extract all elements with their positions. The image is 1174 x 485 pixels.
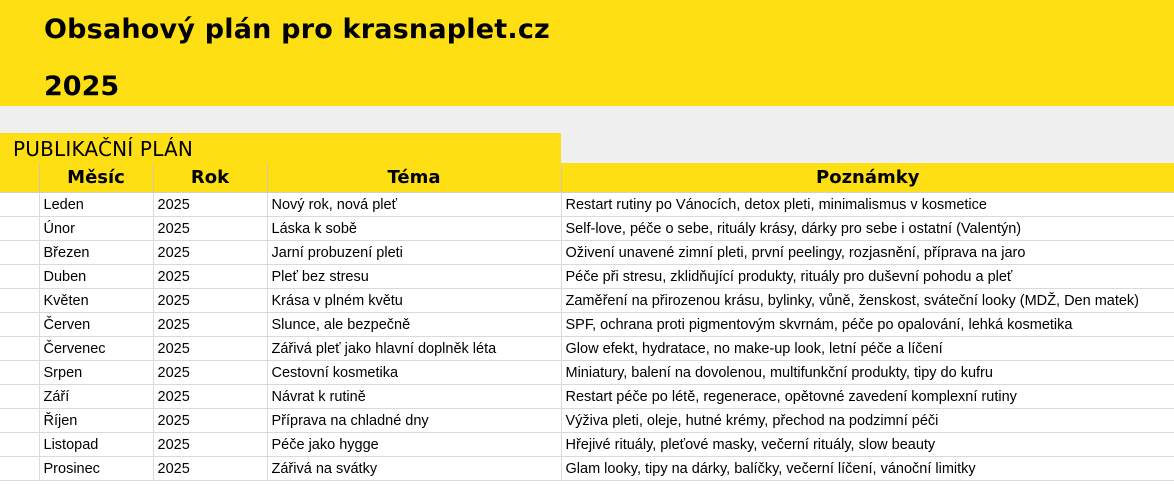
- month-cell[interactable]: Červenec: [39, 337, 153, 361]
- topic-cell[interactable]: Péče jako hygge: [267, 433, 561, 457]
- table-row: [0, 385, 1174, 409]
- topic-cell[interactable]: Zářivá pleť jako hlavní doplněk léta: [267, 337, 561, 361]
- topic-cell[interactable]: Zářivá na svátky: [267, 457, 561, 481]
- table-row: [0, 217, 1174, 241]
- notes-cell[interactable]: Péče při stresu, zklidňující produkty, rituály pro duševní pohodu a pleť: [561, 265, 1174, 289]
- topic-cell[interactable]: Příprava na chladné dny: [267, 409, 561, 433]
- year-cell[interactable]: 2025: [153, 217, 267, 241]
- row-blank-cell[interactable]: [0, 217, 39, 241]
- month-cell[interactable]: Listopad: [39, 433, 153, 457]
- month-cell[interactable]: Únor: [39, 217, 153, 241]
- year-cell[interactable]: 2025: [153, 433, 267, 457]
- year-cell[interactable]: 2025: [153, 457, 267, 481]
- row-blank-cell[interactable]: [0, 265, 39, 289]
- month-cell[interactable]: Březen: [39, 241, 153, 265]
- row-blank-cell[interactable]: [0, 337, 39, 361]
- row-blank-cell[interactable]: [0, 193, 39, 217]
- notes-cell[interactable]: Miniatury, balení na dovolenou, multifunkční produkty, tipy do kufru: [561, 361, 1174, 385]
- topic-cell[interactable]: Pleť bez stresu: [267, 265, 561, 289]
- row-blank-cell[interactable]: [0, 457, 39, 481]
- notes-cell[interactable]: Glow efekt, hydratace, no make-up look, letní péče a líčení: [561, 337, 1174, 361]
- year-cell[interactable]: 2025: [153, 193, 267, 217]
- year-cell[interactable]: 2025: [153, 409, 267, 433]
- year-cell[interactable]: 2025: [153, 337, 267, 361]
- year-cell[interactable]: 2025: [153, 385, 267, 409]
- notes-cell[interactable]: Oživení unavené zimní pleti, první peelingy, rozjasnění, příprava na jaro: [561, 241, 1174, 265]
- section-banner-filler: [561, 133, 1174, 163]
- table-row: [0, 433, 1174, 457]
- month-cell[interactable]: Duben: [39, 265, 153, 289]
- topic-cell[interactable]: Jarní probuzení pleti: [267, 241, 561, 265]
- header-spacer: [0, 106, 1174, 133]
- table-row: [0, 313, 1174, 337]
- topic-cell[interactable]: Nový rok, nová pleť: [267, 193, 561, 217]
- table-row: [0, 289, 1174, 313]
- table-row: [0, 337, 1174, 361]
- row-blank-cell[interactable]: [0, 313, 39, 337]
- month-cell[interactable]: Červen: [39, 313, 153, 337]
- document-title: Obsahový plán pro krasnaplet.cz: [44, 14, 550, 45]
- month-cell[interactable]: Září: [39, 385, 153, 409]
- notes-cell[interactable]: Zaměření na přirozenou krásu, bylinky, vůně, ženskost, sváteční looky (MDŽ, Den matek): [561, 289, 1174, 313]
- row-blank-cell[interactable]: [0, 289, 39, 313]
- row-blank-cell[interactable]: [0, 361, 39, 385]
- notes-cell[interactable]: Glam looky, tipy na dárky, balíčky, večerní líčení, vánoční limitky: [561, 457, 1174, 481]
- notes-cell[interactable]: Restart péče po létě, regenerace, opětovné zavedení komplexní rutiny: [561, 385, 1174, 409]
- topic-cell[interactable]: Návrat k rutině: [267, 385, 561, 409]
- table-row: [0, 241, 1174, 265]
- notes-cell[interactable]: Self-love, péče o sebe, rituály krásy, dárky pro sebe i ostatní (Valentýn): [561, 217, 1174, 241]
- row-blank-cell[interactable]: [0, 241, 39, 265]
- year-cell[interactable]: 2025: [153, 241, 267, 265]
- topic-cell[interactable]: Krása v plném květu: [267, 289, 561, 313]
- section-title: PUBLIKAČNÍ PLÁN: [13, 137, 194, 161]
- year-cell[interactable]: 2025: [153, 313, 267, 337]
- table-row: [0, 457, 1174, 481]
- row-blank-cell[interactable]: [0, 385, 39, 409]
- row-blank-cell[interactable]: [0, 409, 39, 433]
- column-header-notes: Poznámky: [561, 163, 1174, 193]
- table-row: [0, 361, 1174, 385]
- year-cell[interactable]: 2025: [153, 265, 267, 289]
- year-cell[interactable]: 2025: [153, 361, 267, 385]
- document-year: 2025: [44, 71, 120, 102]
- table-row: [0, 409, 1174, 433]
- table-row: [0, 193, 1174, 217]
- table-row: [0, 265, 1174, 289]
- table-header-row: [0, 163, 1174, 193]
- row-blank-cell[interactable]: [0, 433, 39, 457]
- notes-cell[interactable]: SPF, ochrana proti pigmentovým skvrnám, péče po opalování, lehká kosmetika: [561, 313, 1174, 337]
- year-cell[interactable]: 2025: [153, 289, 267, 313]
- section-banner: [0, 133, 561, 163]
- month-cell[interactable]: Prosinec: [39, 457, 153, 481]
- document-header: [0, 0, 1174, 106]
- notes-cell[interactable]: Restart rutiny po Vánocích, detox pleti, minimalismus v kosmetice: [561, 193, 1174, 217]
- publication-plan-table: [0, 163, 1174, 481]
- notes-cell[interactable]: Výživa pleti, oleje, hutné krémy, přechod na podzimní péči: [561, 409, 1174, 433]
- column-header-month: Měsíc: [39, 163, 153, 193]
- month-cell[interactable]: Srpen: [39, 361, 153, 385]
- topic-cell[interactable]: Láska k sobě: [267, 217, 561, 241]
- column-header-blank: [0, 163, 39, 193]
- column-header-year: Rok: [153, 163, 267, 193]
- notes-cell[interactable]: Hřejivé rituály, pleťové masky, večerní rituály, slow beauty: [561, 433, 1174, 457]
- month-cell[interactable]: Říjen: [39, 409, 153, 433]
- month-cell[interactable]: Květen: [39, 289, 153, 313]
- topic-cell[interactable]: Cestovní kosmetika: [267, 361, 561, 385]
- column-header-topic: Téma: [267, 163, 561, 193]
- month-cell[interactable]: Leden: [39, 193, 153, 217]
- topic-cell[interactable]: Slunce, ale bezpečně: [267, 313, 561, 337]
